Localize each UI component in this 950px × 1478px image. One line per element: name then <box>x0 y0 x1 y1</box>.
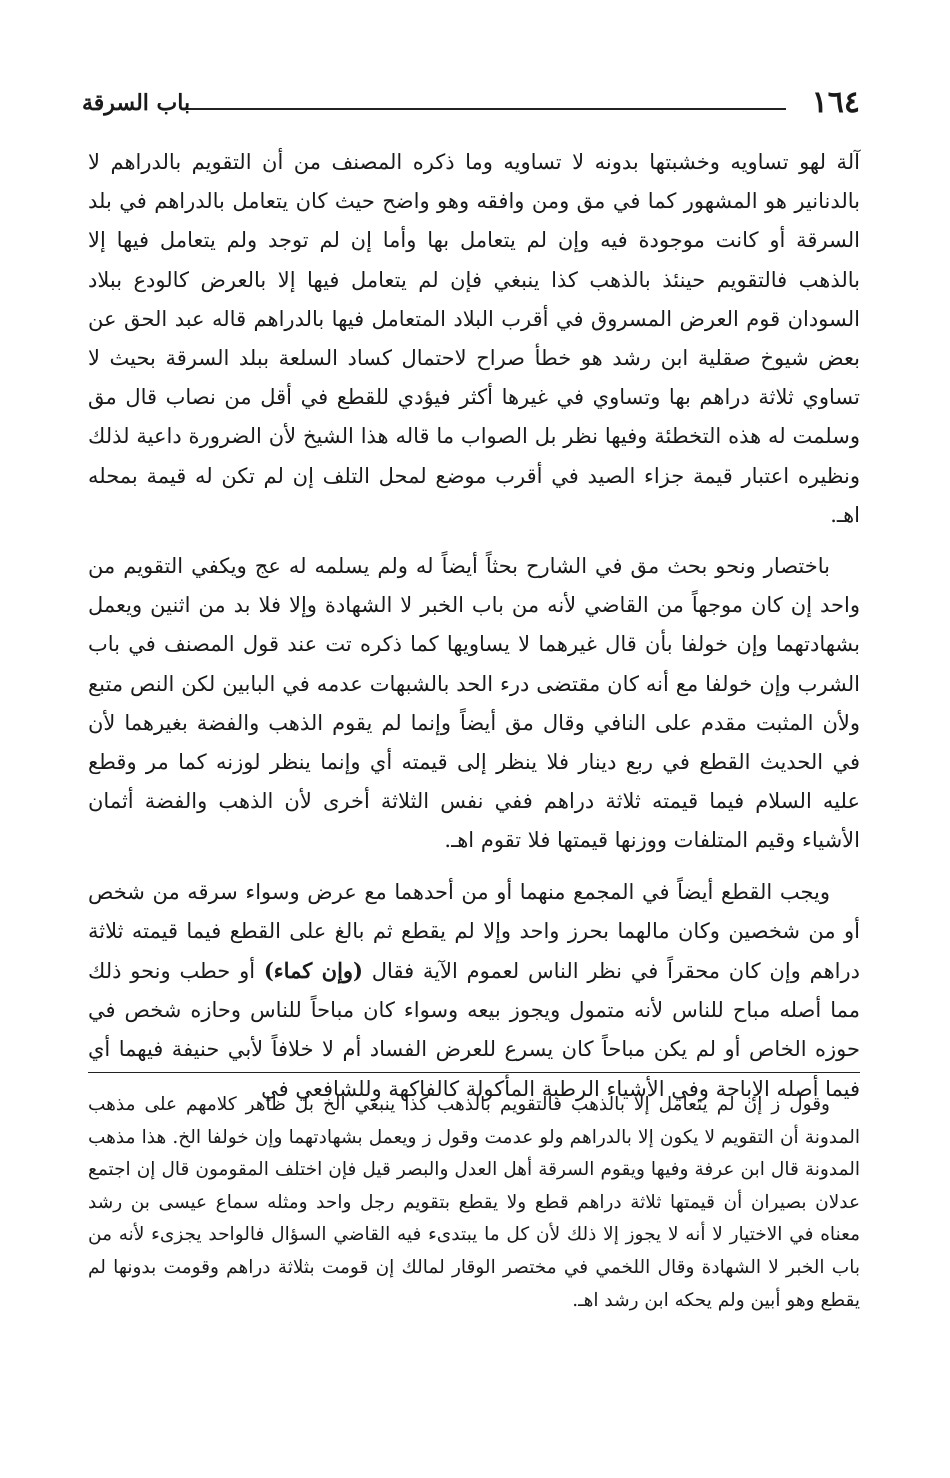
main-text <box>88 143 860 1109</box>
chapter-title: باب السرقة <box>82 90 191 116</box>
paragraph: آلة لهو تساويه وخشبتها بدونه لا تساويه وما ذكره المصنف من أن التقويم بالدراهم لا بالدنانير هو المشهور كما في مق ومن وافقه وهو واضح حيث كان يتعامل بالدراهم في بلد السرقة أو كانت موجودة فيه وإن لم يتعامل بها وأما إن لم توجد ولم يتعامل فيها إلا بالذهب فالتقويم حينئذ بالذهب كذا ينبغي فإن لم يتعامل فيها إلا بالعرض كالودع ببلاد السودان قوم العرض المسروق في أقرب البلاد المتعامل فيها بالدراهم قاله عبد الحق عن بعض شيوخ صقلية ابن رشد هو خطأ صراح لاحتمال كساد السلعة ببلد السرقة بحيث لا تساوي ثلاثة دراهم بها وتساوي في غيرها أكثر فيؤدي للقطع في أقل من نصاب قال مق وسلمت له هذه التخطئة وفيها نظر بل الصواب ما قاله هذا الشيخ لأن الضرورة داعية لذلك ونظيره اعتبار قيمة جزاء الصيد في أقرب موضع لمحل التلف إن لم تكن له قيمة بمحله اهـ. <box>88 150 860 527</box>
quoted-matn-text: (وإن كماء) <box>263 958 363 984</box>
page-header <box>82 86 860 124</box>
header-rule <box>186 108 786 110</box>
paragraph <box>88 873 860 1109</box>
footnote <box>88 1089 860 1317</box>
footnote-divider <box>88 1072 860 1073</box>
paragraph-text: أو حطب ونحو ذلك مما أصله مباح للناس لأنه متمول ويجوز بيعه وسواء كان مباحاً للناس وحازه شخص في حوزه الخاص أو لم يكن مباحاً كان يسرع للعرض الفساد أم لا خلافاً لأبي حنيفة فيهما أي فيما أصله الإباحة وفي الأشياء الرطبة المأكولة كالفاكهة وللشافعي في <box>88 959 860 1101</box>
page-number: ١٦٤ <box>811 85 860 120</box>
paragraph: باختصار ونحو بحث مق في الشارح بحثاً أيضاً له ولم يسلمه له عج ويكفي التقويم من واحد إن كان موجهاً من القاضي لأنه من باب الخبر لا الشهادة وإلا فلا بد من اثنين ويعمل بشهادتهما وإن خولفا بأن قال غيرهما لا يساويها كما ذكره تت عند قول المصنف في باب الشرب وإن خولفا مع أنه كان مقتضى درء الحد بالشبهات عدمه في البابين لكن النص متبع ولأن المثبت مقدم على النافي وقال مق أيضاً وإنما لم يقوم الذهب والفضة بغيرهما لأن في الحديث القطع في ربع دينار فلا ينظر إلى قيمته أي وإنما ينظر لوزنه كما مر وقطع عليه السلام فيما قيمته ثلاثة دراهم ففي نفس الثلاثة أخرى لأن الذهب والفضة أثمان الأشياء وقيم المتلفات ووزنها قيمتها فلا تقوم اهـ. <box>88 554 860 853</box>
footnote-text: وقول ز إن لم يتعامل إلا بالذهب فالتقويم بالذهب كذا ينبغي الخ بل ظاهر كلامهم على مذهب المدونة أن التقويم لا يكون إلا بالدراهم ولو عدمت وقول ز ويعمل بشهادتهما وإن خولفا الخ. هذا مذهب المدونة قال ابن عرفة وفيها ويقوم السرقة أهل العدل والبصر قيل فإن اختلف المقومون قال إن اجتمع عدلان بصيران أن قيمتها ثلاثة دراهم قطع ولا يقطع بتقويم رجل واحد ومثله سماع عيسى بن رشد معناه في الاختيار لا أنه لا يجوز إلا ذلك لأن كل ما يبتدىء فيه القاضي السؤال فالواحد يجزىء لأنه من باب الخبر لا الشهادة وقال اللخمي في مختصر الوقار لمالك إن قومت بثلاثة دراهم وقومت بدونها لم يقطع وهو أبين ولم يحكه ابن رشد اهـ. <box>88 1094 860 1311</box>
paragraph-text: ويجب القطع أيضاً في المجمع منهما أو من أحدهما مع عرض وسواء سرقه من شخص أو من شخصين وكان مالهما بحرز واحد وإلا لم يقطع ثم بالغ على القطع فيما قيمته ثلاثة دراهم وإن كان محقراً في نظر الناس لعموم الآية فقال <box>88 879 860 984</box>
